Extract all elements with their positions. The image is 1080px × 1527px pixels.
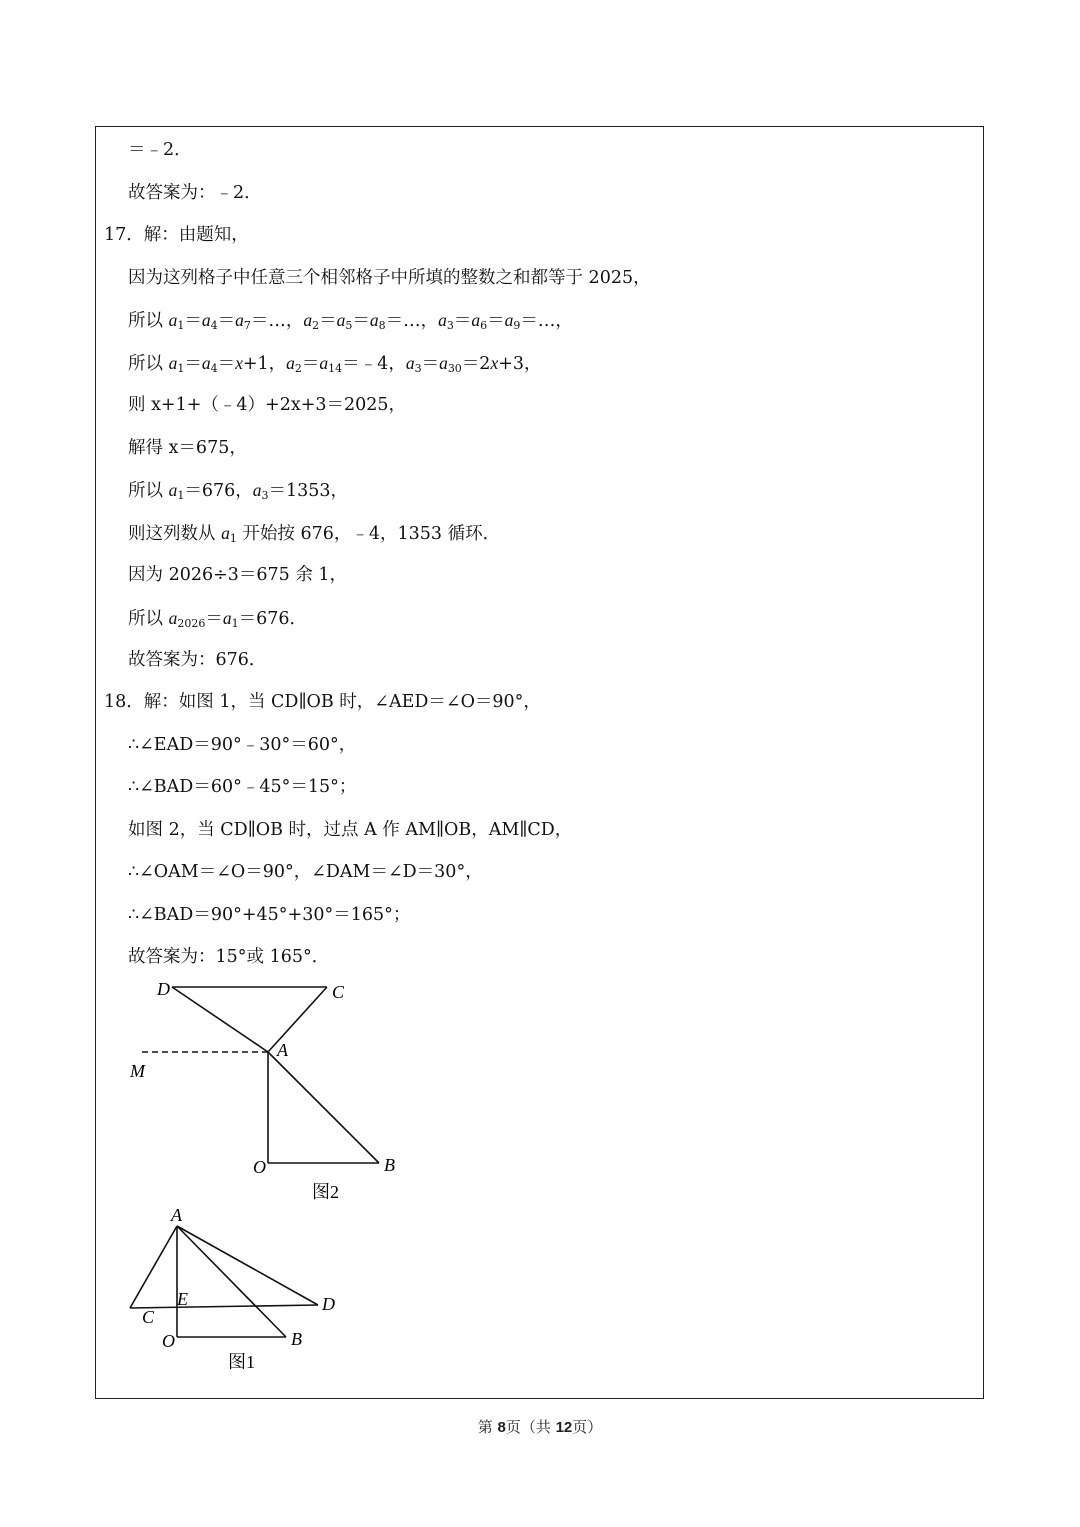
label-C: C	[142, 1307, 155, 1327]
text-line: ∴∠BAD＝90°+45°+30°＝165°；	[128, 905, 411, 925]
segment-AB	[177, 1226, 286, 1337]
text-line: 解得 x＝675，	[128, 438, 247, 458]
label-A: A	[171, 1205, 182, 1225]
text-line: ∴∠BAD＝60°﹣45°＝15°；	[128, 777, 357, 797]
segment-CD	[130, 1305, 318, 1308]
text-line: ＝﹣2．	[128, 140, 192, 160]
text-line: 则这列数从 $a_1$ 开始按 676，﹣4，1353 循环．	[128, 523, 501, 545]
label-D: D	[322, 1294, 335, 1314]
label-O: O	[253, 1157, 266, 1177]
label-C: C	[332, 982, 345, 1002]
text-line: 因为这列格子中任意三个相邻格子中所填的整数之和都等于 2025，	[128, 268, 651, 288]
segment-AD	[177, 1226, 318, 1305]
text-line: 如图 2，当 CD∥OB 时，过点 A 作 AM∥OB，AM∥CD，	[128, 820, 573, 840]
problem-18-heading: 18．解：如图 1，当 CD∥OB 时，∠AED＝∠O＝90°，	[104, 692, 541, 712]
label-A: A	[277, 1040, 288, 1060]
text-line: 故答案为：﹣2．	[128, 183, 262, 203]
text-line: 则 x+1+（﹣4）+2x+3＝2025，	[128, 395, 407, 415]
text-line: 所以 $a_1=a_4=x+1$，$a_2=a_{14}=﹣4$，$a_3=a_{30}=2x+3$，	[128, 353, 542, 375]
label-B: B	[291, 1329, 302, 1349]
label-M: M	[130, 1061, 145, 1081]
figure-1-caption: 图1	[228, 1352, 255, 1372]
figure-2-caption: 图2	[312, 1182, 339, 1202]
text-line: 所以 $a_{2026}=a_1=676$．	[128, 608, 307, 630]
label-O: O	[162, 1331, 175, 1351]
text-line: ∴∠OAM＝∠O＝90°，∠DAM＝∠D＝30°，	[128, 862, 483, 882]
text-line: 因为 2026÷3＝675 余 1，	[128, 565, 348, 585]
text-line: 故答案为：676．	[128, 650, 267, 670]
label-B: B	[384, 1155, 395, 1175]
page-footer: 第 8页（共 12页）	[477, 1418, 603, 1436]
segment-AC	[130, 1226, 177, 1308]
text-line: 故答案为：15°或 165°．	[128, 947, 330, 967]
label-D: D	[157, 979, 170, 999]
problem-17-heading: 17．解：由题知，	[104, 225, 249, 245]
text-line: 所以 $a_1=676$，$a_3=1353$，	[128, 480, 349, 502]
label-E: E	[177, 1289, 188, 1309]
text-line: ∴∠EAD＝90°﹣30°＝60°，	[128, 735, 357, 755]
text-line: 所以 $a_1=a_4=a_7=\dots$，$a_2=a_5=a_8=\dots$，$a_3=a_6=a_9=\dots$，	[128, 310, 573, 332]
